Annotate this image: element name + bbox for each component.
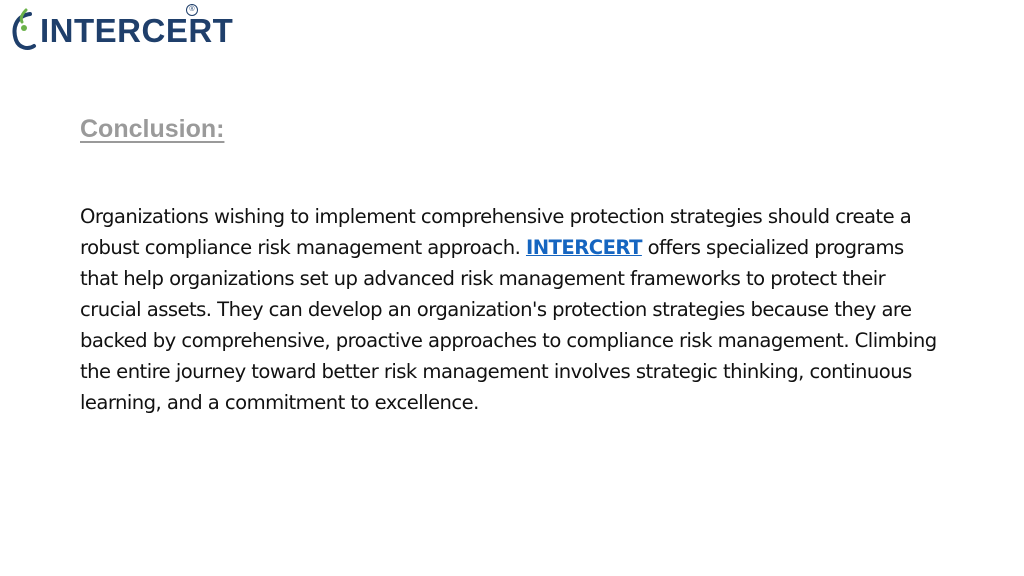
paragraph-text-before-link: Organizations wishing to implement comprehensive protection strategies should create a robust compliance risk management approach. xyxy=(80,205,912,259)
intercert-link[interactable]: INTERCERT xyxy=(525,236,642,259)
section-heading: Conclusion: xyxy=(80,115,225,143)
conclusion-paragraph xyxy=(80,201,940,418)
registered-mark: ® xyxy=(186,4,198,16)
logo-brand-text: INTERCERT xyxy=(40,11,234,49)
intercert-logo[interactable] xyxy=(8,6,233,54)
paragraph-text-after-link: offers specialized programs that help organizations set up advanced risk management frameworks to protect their crucial assets. They can develop an organization's protection strategies because they are backed by comprehensive, proactive approaches to compliance risk management. Climbing the entire journey toward better risk management involves strategic thinking, continuous learning, and a commitment to excellence. xyxy=(80,236,937,414)
intercert-swirl-icon xyxy=(8,8,38,52)
